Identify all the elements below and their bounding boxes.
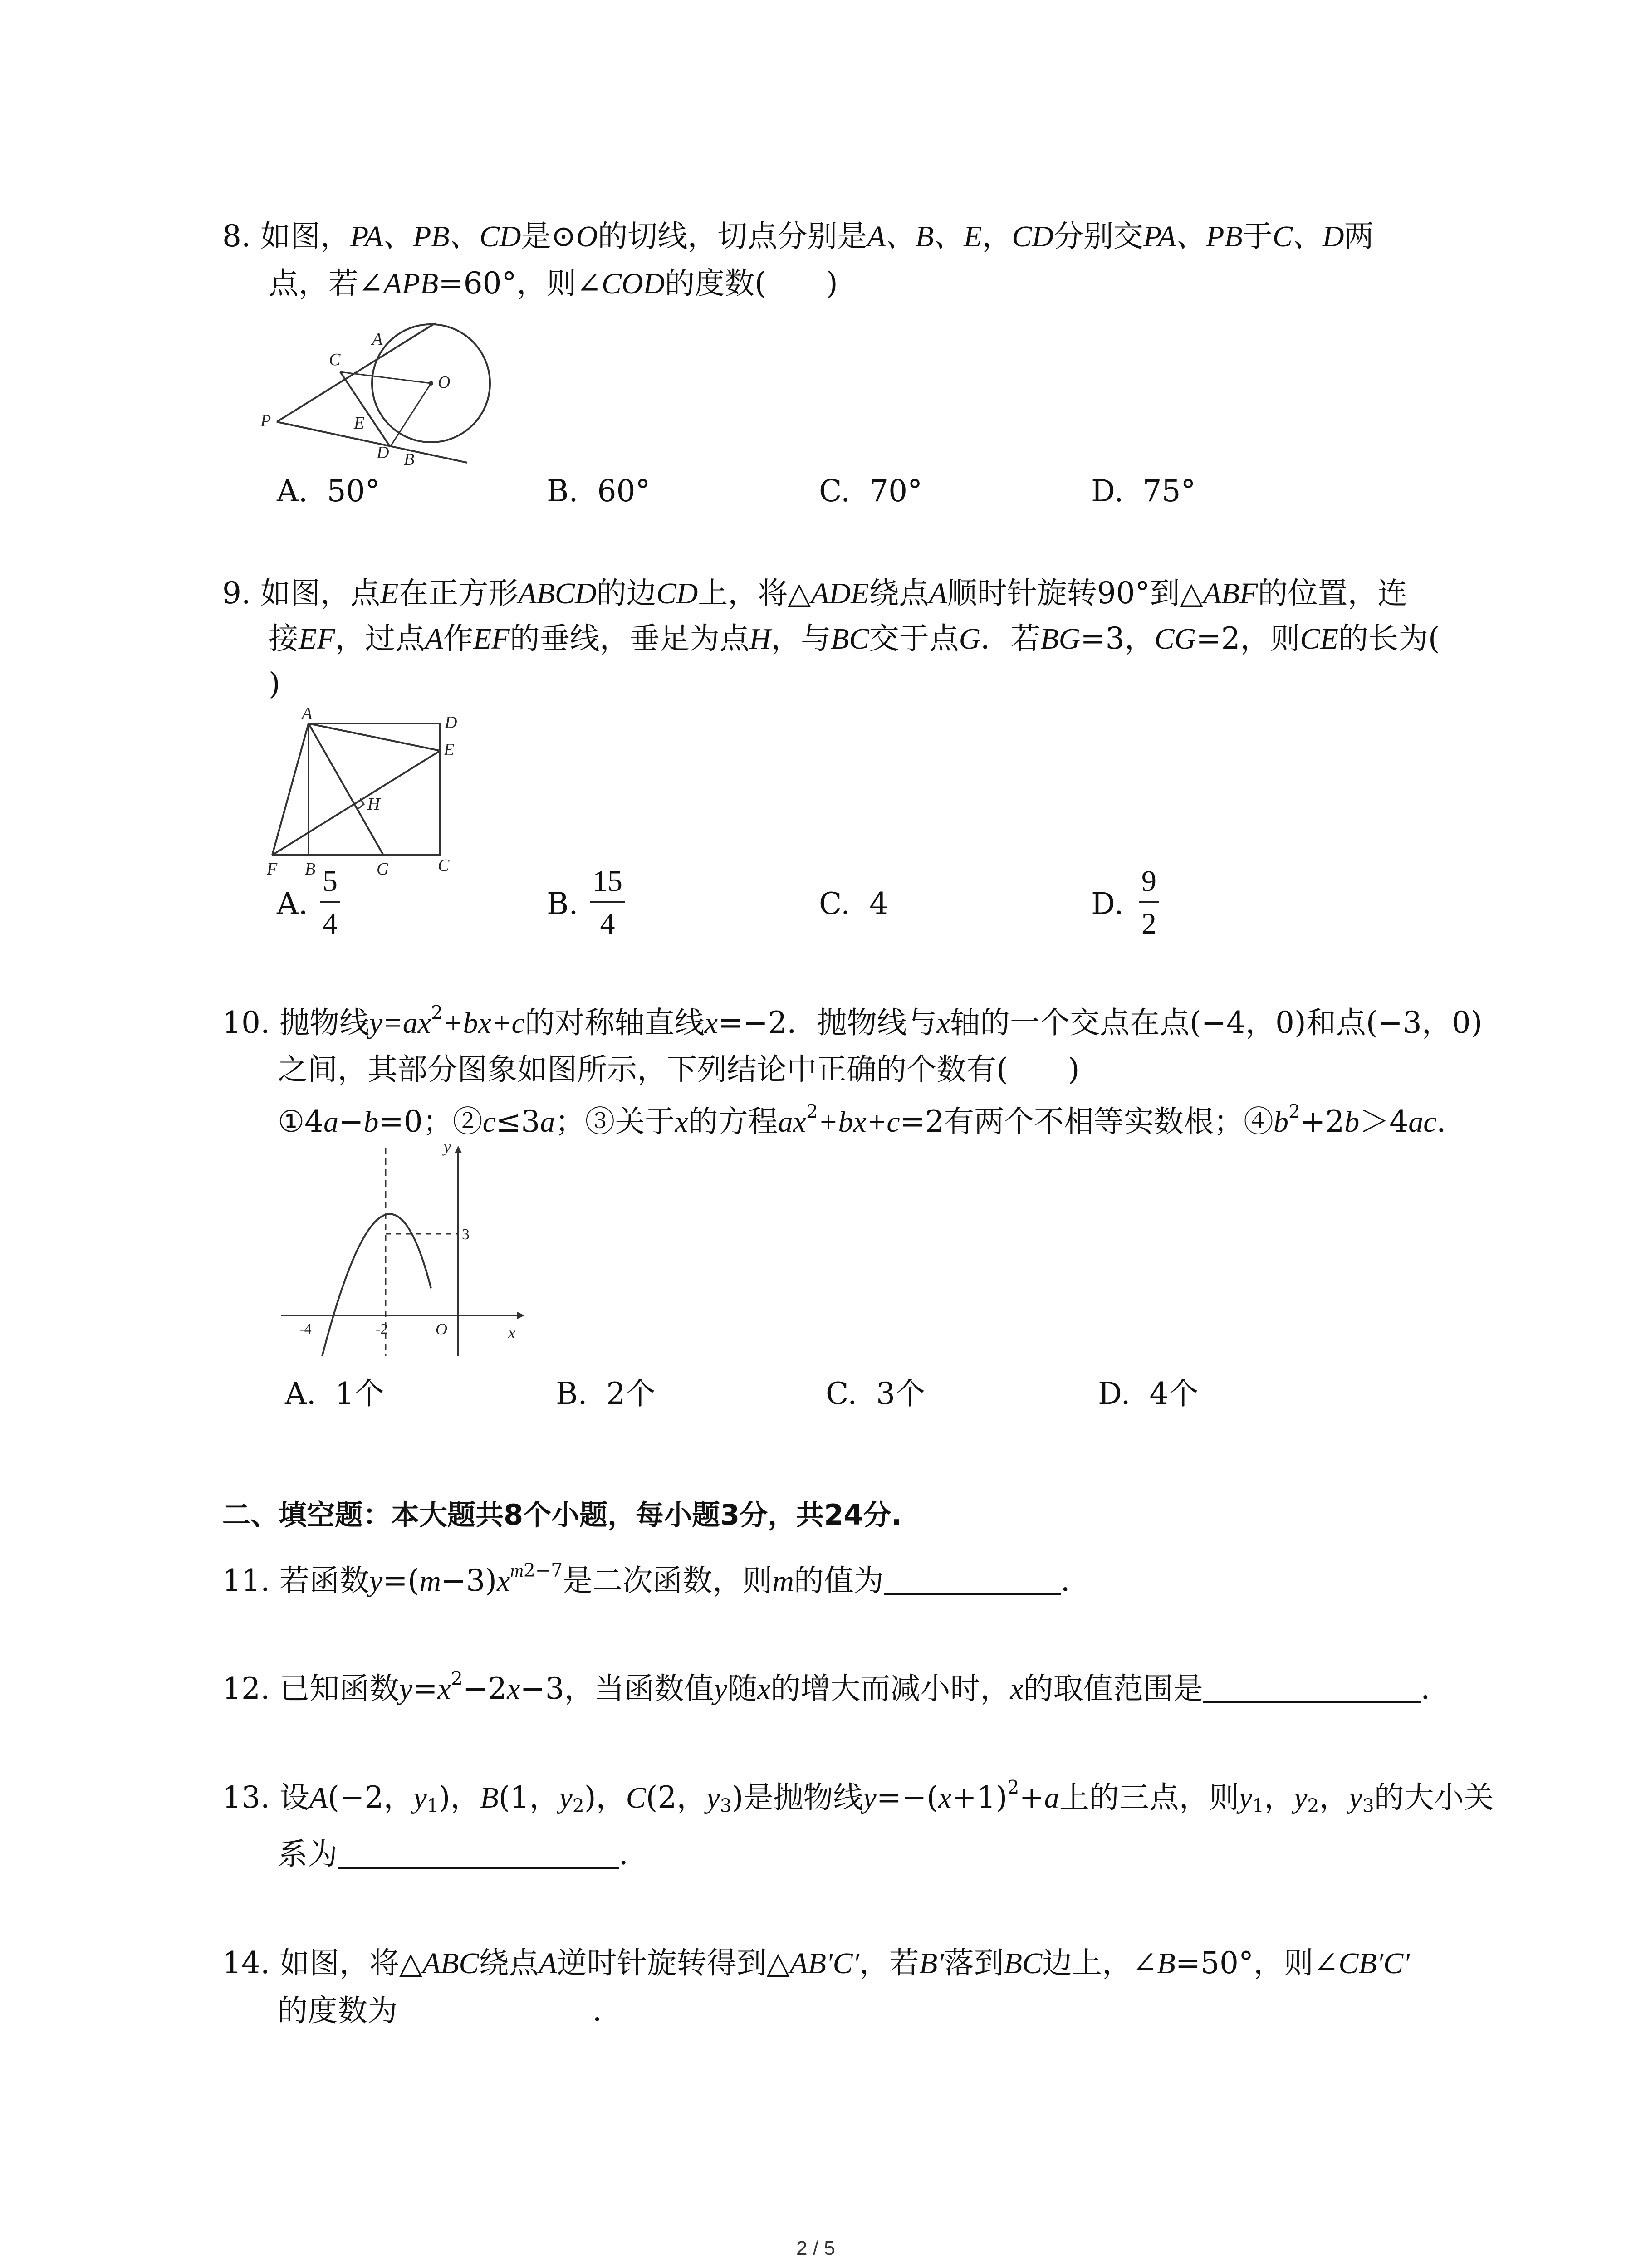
q9-label-c: C [438, 856, 450, 875]
q10-label-neg4: -4 [299, 1320, 312, 1337]
q10-label-neg2: -2 [376, 1320, 388, 1337]
q9-option-d-key[interactable]: D. [1091, 886, 1124, 921]
q9-line2: 接EF，过点A作EF的垂线，垂足为点H，与BC交于点G．若BG=3，CG=2，则CE的长为( [269, 621, 1440, 656]
q8-option-d[interactable]: D. 75° [1091, 474, 1196, 508]
q8-figure [254, 313, 490, 476]
q13-number: 13. [222, 1780, 270, 1815]
q8-label-a: A [372, 330, 383, 349]
q10-label-o: O [436, 1320, 447, 1338]
q11-number: 11. [222, 1563, 270, 1598]
q9-number: 9. [222, 576, 251, 611]
q12-answer-blank[interactable] [1203, 1674, 1421, 1703]
q9-label-g: G [377, 860, 389, 879]
q8-option-a[interactable]: A. 50° [277, 474, 380, 508]
q11-answer-blank[interactable] [884, 1566, 1061, 1595]
q10-line1: 10. 抛物线$y=ax^2+bx+c$的对称轴直线x=−2．抛物线与x轴的一个交点在点(−4，0)和点(−3，0) [222, 1002, 1483, 1040]
q9-option-a-fraction: $\frac{5}{4}$ [320, 866, 340, 939]
q12-number: 12. [222, 1671, 270, 1706]
page-number: 2 / 5 [796, 2237, 835, 2259]
q14-line2: 的度数为 ． [278, 1993, 622, 2028]
q9-figure [263, 704, 472, 879]
q9-line3: ) [269, 666, 280, 701]
q10-option-b[interactable]: B. 2个 [556, 1376, 656, 1411]
q8-label-e: E [354, 414, 365, 433]
q9-label-f: F [267, 860, 278, 879]
q8-label-c: C [329, 350, 341, 369]
q10-label-y: y [444, 1138, 451, 1156]
q14-line1: 14. 如图，将△ABC绕点A逆时针旋转得到△AB′C′，若B′落到BC边上，∠B=50°，则∠CB′C′ [222, 1945, 1410, 1980]
q9-label-d: D [445, 713, 457, 732]
q10-label-x: x [508, 1324, 515, 1342]
q9-option-a-key[interactable]: A. [277, 886, 308, 921]
q13-answer-blank[interactable] [338, 1840, 619, 1869]
q9-option-c[interactable]: C. 4 [819, 886, 889, 921]
q10-line2: 之间，其部分图象如图所示，下列结论中正确的个数有( ) [278, 1052, 1080, 1087]
q8-line1: 8. 如图，PA、PB、CD是⊙O的切线，切点分别是A、B、E，CD分别交PA、PB于C、D两 [222, 219, 1374, 254]
q8-option-b[interactable]: B. 60° [547, 474, 651, 508]
q8-option-c[interactable]: C. 70° [819, 474, 923, 508]
q10-option-c[interactable]: C. 3个 [826, 1376, 926, 1411]
q10-line3: ①4a−b=0；②c≤3a；③关于x的方程$ax^2+bx+c=2$有两个不相等实数根；$④b^2+2b>4ac$． [278, 1100, 1467, 1139]
section2-title: 二、填空题：本大题共8个小题，每小题3分，共24分. [222, 1498, 902, 1531]
q9-line1: 9. 如图，点E在正方形ABCD的边CD上，将△ADE绕点A顺时针旋转90°到△ABF的位置，连 [222, 576, 1408, 611]
q9-option-b-key[interactable]: B. [547, 886, 578, 921]
q10-option-a[interactable]: A. 1个 [285, 1376, 384, 1411]
q8-label-o: O [438, 373, 451, 392]
q9-label-a: A [302, 704, 313, 723]
q13-line1: 13. 设A(−2，$y_1$)，B(1，$y_2$)，C(2，$y_3$)是抛物线$y=-(x+1)^2+a$上的三点，则$y_1$，$y_2$，$y_3$的大小关 [222, 1776, 1494, 1817]
q8-label-d: D [377, 443, 389, 462]
q11-line: 11. 若函数$y=(m-3)x^{m2-7}$是二次函数，则m的值为 ． [222, 1559, 1091, 1598]
q10-number: 10. [222, 1005, 270, 1040]
q14-number: 14. [222, 1945, 270, 1980]
q12-line: 12. 已知函数$y=x^2-2x-3$，当函数值y随x的增大而减小时，x的取值范围是 ． [222, 1667, 1451, 1706]
q9-option-b-fraction: $\frac{15}{4}$ [590, 866, 625, 939]
q8-line2: 点，若∠APB=60°，则∠COD的度数( ) [269, 266, 838, 301]
q13-line2: 系为 ． [278, 1837, 649, 1872]
q9-label-e: E [444, 740, 455, 759]
q10-option-d[interactable]: D. 4个 [1098, 1376, 1199, 1411]
q8-label-p: P [260, 411, 271, 430]
q8-label-b: B [404, 450, 415, 469]
q10-label-3: 3 [462, 1226, 470, 1243]
q9-label-h: H [367, 795, 380, 814]
q9-label-b: B [305, 860, 316, 879]
q10-figure [272, 1138, 526, 1361]
q8-number: 8. [222, 219, 251, 254]
q9-option-d-fraction: $\frac{9}{2}$ [1139, 866, 1159, 939]
